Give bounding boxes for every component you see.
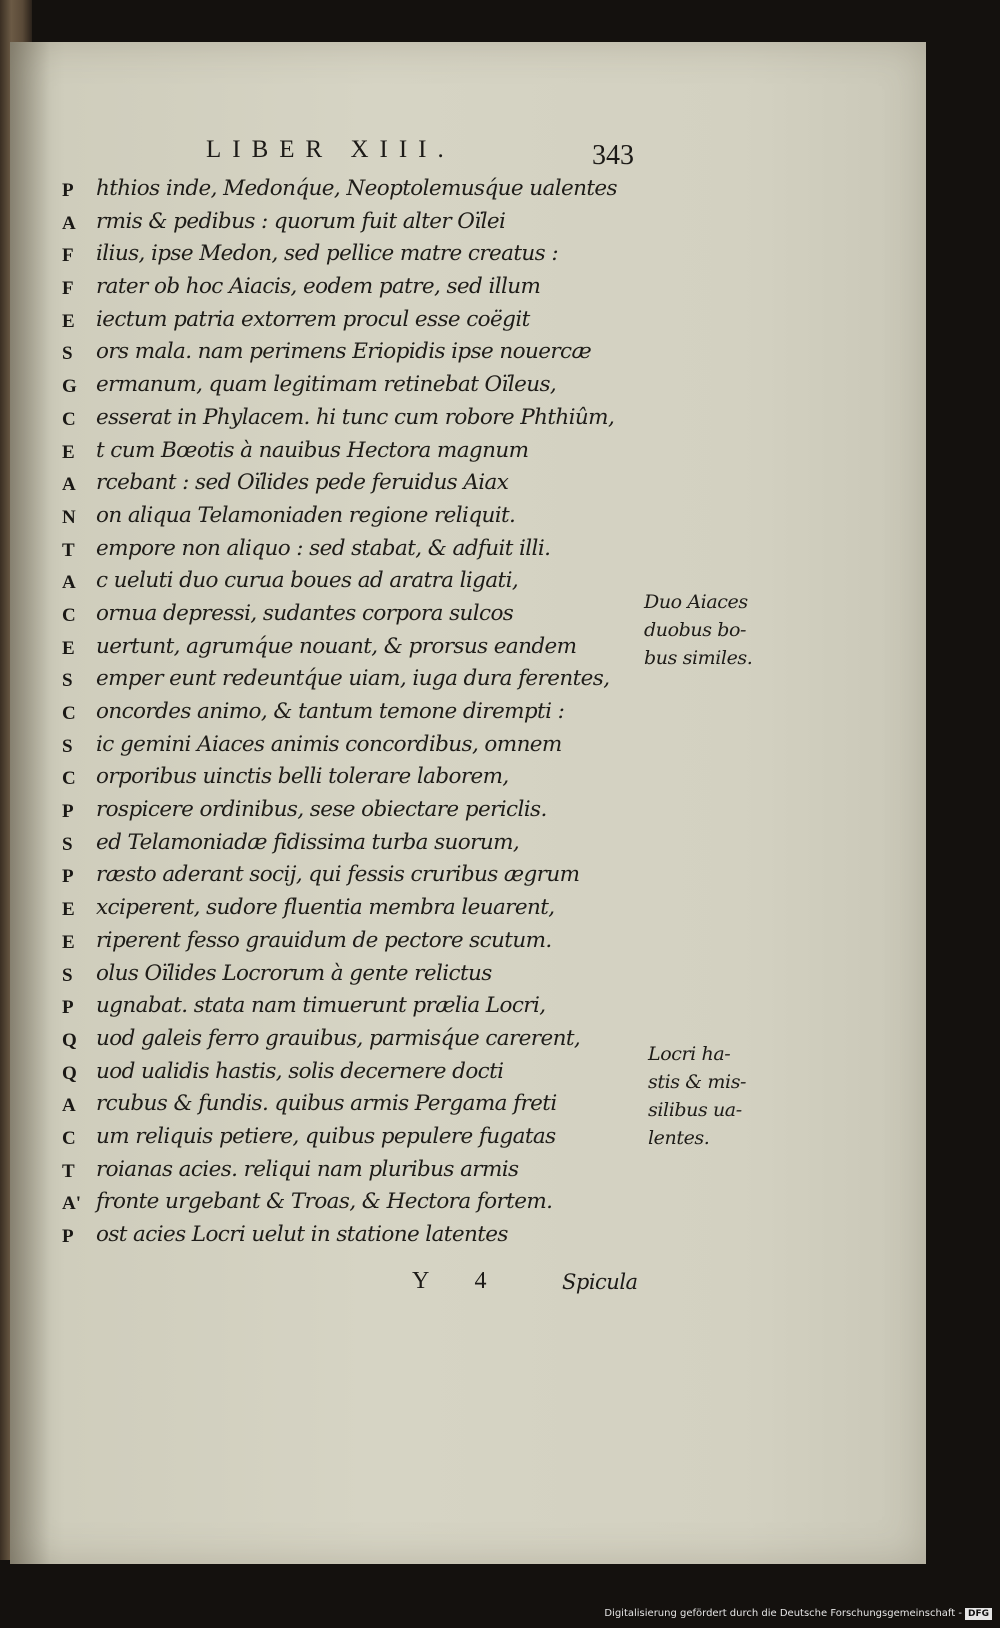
line-text: ic gemini Aiaces animis concordibus, omnem [96,731,562,757]
line-text: ors mala. nam perimens Eriopidis ipse nouercæ [96,339,592,365]
verse-line [62,895,622,928]
verse-line [62,438,622,471]
line-initial: E [62,637,75,659]
verse-line [62,928,622,961]
line-text: um reliquis petiere, quibus pepulere fugatas [96,1123,556,1149]
verse-line [62,1124,622,1157]
marginal-note-line: duobus bo- [644,619,747,641]
verse-line [62,503,622,536]
line-text: esserat in Phylacem. hi tunc cum robore Phthiûm, [96,404,615,430]
line-initial: C [62,408,76,430]
marginal-note-locri [648,1040,746,1152]
line-initial: Q [62,1029,77,1051]
line-text: hthios inde, Medonq́ue, Neoptolemusq́ue ualentes [96,176,617,201]
line-text: emper eunt redeuntq́ue uiam, iuga dura ferentes, [96,666,610,692]
line-initial: A [62,1095,76,1117]
line-initial: P [62,801,74,823]
line-text: ermanum, quam legitimam retinebat Oïleus, [96,372,557,398]
marginal-note-line: Duo Aiaces [644,591,748,613]
line-initial: E [62,931,75,953]
line-initial: T [62,539,75,561]
line-text: ornua depressi, sudantes corpora sulcos [96,600,514,626]
verse-line [62,830,622,863]
signature-mark: Y 4 [412,1268,507,1294]
verse-line [62,1026,622,1059]
marginal-note-line: lentes. [648,1127,710,1149]
verse-line [62,470,622,503]
line-initial: A [62,572,76,594]
line-text: uod ualidis hastis, solis decernere docti [96,1058,504,1084]
footer-text: Digitalisierung gefördert durch die Deutsche Forschungsgemeinschaft - [604,1608,962,1619]
line-text: rospicere ordinibus, sese obiectare periclis. [96,797,547,823]
line-text: riperent fesso grauidum de pectore scutum. [96,927,552,953]
line-text: rcebant : sed Oïlides pede feruidus Aiax [96,470,509,496]
line-text: ost acies Locri uelut in statione latentes [96,1222,508,1247]
line-initial: A [62,474,76,496]
line-initial: Q [62,1062,77,1084]
line-text: uod galeis ferro grauibus, parmisq́ue carerent, [96,1025,581,1051]
line-initial: A' [62,1193,81,1215]
page-number: 343 [592,140,634,171]
verse-line [62,797,622,830]
verse-line [62,1091,622,1124]
line-text: ed Telamoniadæ fidissima turba suorum, [96,829,520,855]
line-text: olus Oïlides Locrorum à gente relictus [96,960,492,986]
line-text: rcubus & fundis. quibus armis Pergama freti [96,1091,557,1117]
line-initial: C [62,703,76,724]
line-text: ræsto aderant socij, qui fessis cruribus ægrum [96,862,580,888]
line-text: t cum Bœotis à nauibus Hectora magnum [96,437,529,463]
line-text: ilius, ipse Medon, sed pellice matre creatus : [96,241,558,267]
line-text: xciperent, sudore fluentia membra leuarent, [96,895,555,921]
line-initial: C [62,604,76,626]
verse-line [62,699,622,732]
line-initial: C [62,1127,76,1149]
verse-line [62,568,622,601]
line-text: roianas acies. reliqui nam pluribus armis [96,1156,519,1182]
line-initial: P [62,997,74,1019]
verse-line [62,372,622,405]
line-initial: S [62,833,73,855]
verse-line [62,307,622,340]
verse-line [62,1189,622,1222]
verse-line [62,536,622,569]
dfg-logo-badge: DFG [965,1608,992,1620]
verse-line [62,274,622,307]
verse-line [62,666,622,699]
line-text: rmis & pedibus : quorum fuit alter Oïlei [96,208,506,234]
verse-line [62,1222,622,1255]
line-initial: S [62,670,73,692]
line-initial: S [62,343,73,365]
line-initial: P [62,866,74,888]
verse-line [62,1059,622,1092]
line-initial: P [62,1226,74,1247]
line-initial: S [62,964,73,986]
verse-line [62,209,622,242]
verse-line [62,634,622,667]
line-initial: E [62,310,75,332]
marginal-note-line: bus similes. [644,647,753,669]
verse-line [62,764,622,797]
line-initial: C [62,768,76,790]
verse-block [62,176,622,1255]
marginal-note-line: Locri ha- [648,1043,731,1065]
verse-line [62,732,622,765]
line-initial: F [62,278,74,300]
line-text: iectum patria extorrem procul esse coëgit [96,306,530,332]
verse-line [62,601,622,634]
verse-line [62,993,622,1026]
marginal-note-line: stis & mis- [648,1071,747,1093]
line-text: empore non aliquo : sed stabat, & adfuit illi. [96,535,551,561]
verse-line [62,405,622,438]
line-text: uertunt, agrumq́ue nouant, & prorsus eandem [96,633,577,659]
verse-line [62,339,622,372]
line-text: oncordes animo, & tantum temone dirempti : [96,699,565,724]
catchword: Spicula [562,1270,638,1294]
marginal-note-line: silibus ua- [648,1099,742,1121]
line-text: fronte urgebant & Troas, & Hectora fortem. [96,1189,553,1215]
line-initial: E [62,899,75,921]
line-initial: T [62,1160,75,1182]
line-text: orporibus uinctis belli tolerare laborem, [96,764,509,790]
digitization-footer [604,1608,992,1620]
line-text: on aliqua Telamoniaden regione reliquit. [96,502,516,528]
line-initial: E [62,441,75,463]
line-text: c ueluti duo curua boues ad aratra ligati, [96,568,519,594]
marginal-note-duo-aiaces [644,588,752,672]
line-text: rater ob hoc Aiacis, eodem patre, sed illum [96,274,541,300]
verse-line [62,862,622,895]
gutter-shadow [10,42,50,1564]
verse-line [62,241,622,274]
line-initial: S [62,735,73,757]
line-initial: N [62,506,76,528]
running-head: LIBER XIII. [206,136,455,163]
line-initial: A [62,212,76,234]
line-text: ugnabat. stata nam timuerunt prælia Locri, [96,993,546,1019]
line-initial: G [62,376,77,398]
line-initial: F [62,245,74,267]
verse-line [62,961,622,994]
line-initial: P [62,180,74,201]
verse-line [62,1157,622,1190]
verse-line [62,176,622,209]
